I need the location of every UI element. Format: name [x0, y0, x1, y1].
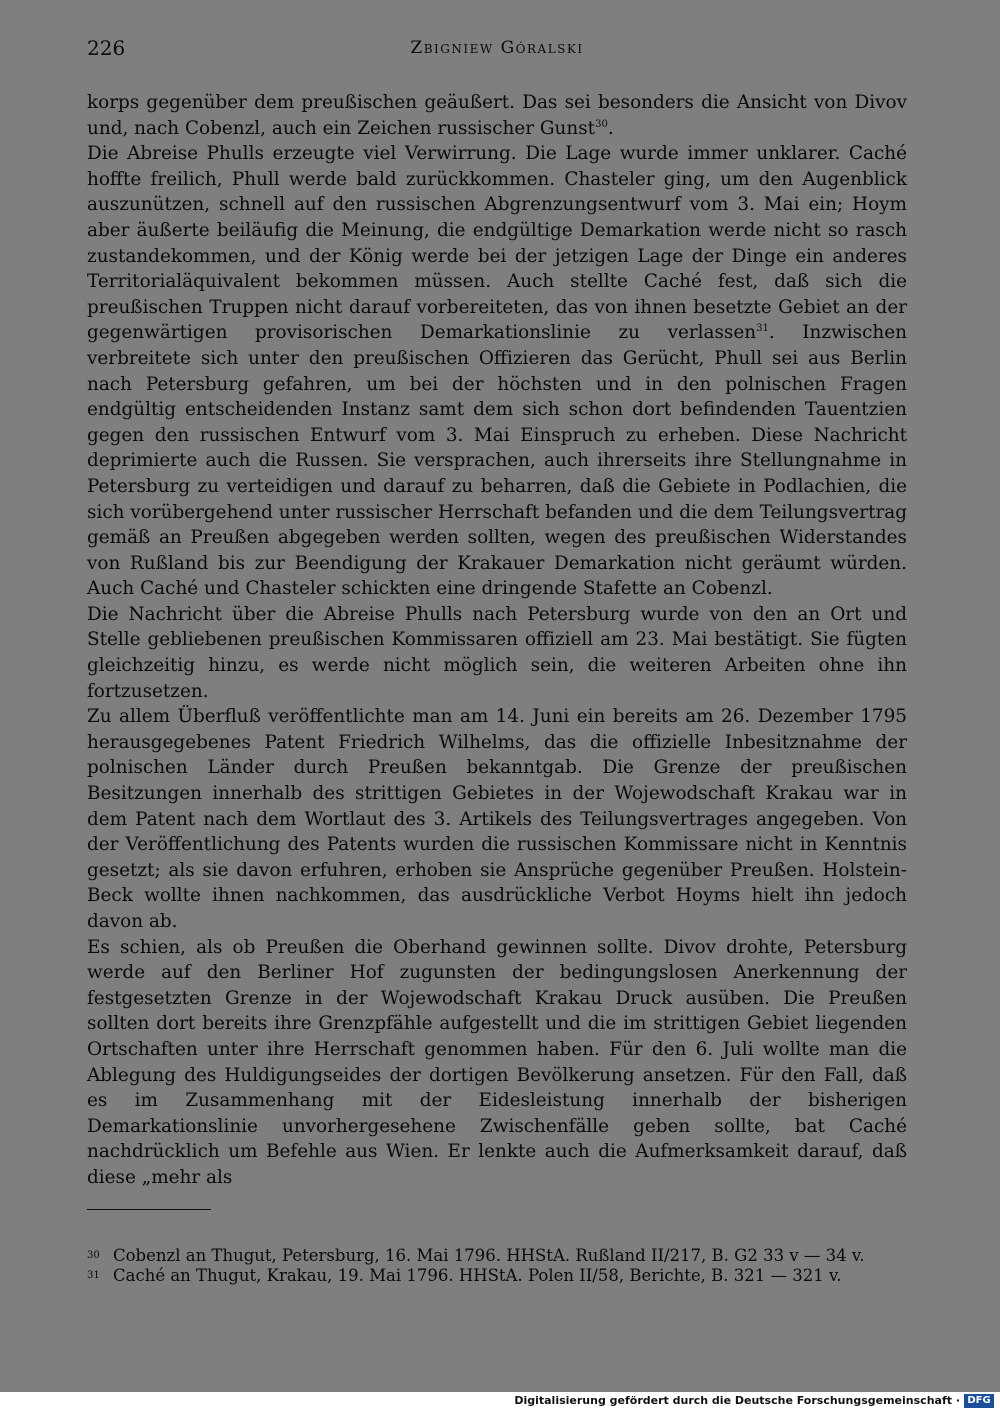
footnote-text: Cobenzl an Thugut, Petersburg, 16. Mai 1796. HHStA. Rußland II/217, B. G2 33 v — 34 v. [113, 1246, 865, 1265]
page-number: 226 [87, 36, 126, 60]
dfg-logo-icon: DFG [964, 1394, 994, 1408]
footnote [87, 1266, 907, 1286]
footnotes [87, 1246, 907, 1286]
body-text [87, 90, 907, 1191]
footnote [87, 1246, 907, 1266]
funding-credit: Digitalisierung gefördert durch die Deutsche Forschungsgemeinschaft · [514, 1394, 960, 1407]
paragraph: Es schien, als ob Preußen die Oberhand gewinnen sollte. Divov drohte, Petersburg werde auf den Berliner Hof zugunsten der bedingungslosen Anerkennung der festgesetzten Grenze in der Wojewodschaft Krakau Druck ausüben. Die Preußen sollten dort bereits ihre Grenzpfähle aufgestellt und die im strittigen Gebiet liegenden Ortschaften unter ihre Herrschaft genommen haben. Für den 6. Juli wollte man die Ablegung des Huldigungseides der dortigen Bevölkerung ansetzen. Für den Fall, daß es im Zusammenhang mit der Eidesleistung innerhalb der bisherigen Demarkationslinie unvorhergesehene Zwischenfälle geben sollte, bat Caché nachdrücklich um Befehle aus Wien. Er lenkte auch die Aufmerksamkeit darauf, daß diese „mehr als [87, 936, 907, 1188]
running-head: Zbigniew Góralski [410, 38, 584, 58]
footnote-divider [87, 1209, 211, 1210]
footnote-ref[interactable]: 30 [595, 118, 608, 130]
paragraph: Die Nachricht über die Abreise Phulls nach Petersburg wurde von den an Ort und Stelle gebliebenen preußischen Kommissaren offiziell am 23. Mai bestätigt. Sie fügten gleichzeitig hinzu, es werde nicht möglich sein, die weiteren Arbeiten ohne ihn fortzusetzen. [87, 603, 907, 702]
page-header [87, 36, 907, 66]
footnote-number: 31 [87, 1270, 100, 1281]
paragraph: korps gegenüber dem preußischen geäußert. Das sei besonders die Ansicht von Divov und, nach Cobenzl, auch ein Zeichen russischer Gunst$^{30}$. [87, 92, 907, 139]
footnote-number: 30 [87, 1250, 100, 1261]
digitization-footer [0, 1392, 1000, 1411]
paragraph: Zu allem Überfluß veröffentlichte man am 14. Juni ein bereits am 26. Dezember 1795 herausgegebenes Patent Friedrich Wilhelms, das die offizielle Inbesitznahme der polnischen Länder durch Preußen bekanntgab. Die Grenze der preußischen Besitzungen innerhalb des strittigen Gebietes in der Wojewodschaft Krakau war in dem Patent nach dem Wortlaut des 3. Artikels des Teilungsvertrages angegeben. Von der Veröffentlichung des Patents wurden die russischen Kommissare nicht in Kenntnis gesetzt; als sie davon erfuhren, erhoben sie Ansprüche gegenüber Preußen. Holstein-Beck wollte ihnen nachkommen, das ausdrückliche Verbot Hoyms hielt ihn jedoch davon ab. [87, 706, 907, 932]
footnote-ref[interactable]: 31 [756, 323, 769, 335]
paragraph: Die Abreise Phulls erzeugte viel Verwirrung. Die Lage wurde immer unklarer. Caché hoffte freilich, Phull werde bald zurückkommen. Chasteler ging, um den Augenblick auszunützen, schnell auf den russischen Abgrenzungsentwurf vom 3. Mai ein; Hoym aber äußerte beiläufig die Meinung, die endgültige Demarkation werde nicht so rasch zustandekommen, und der König werde bei der jetzigen Lage der Dinge ein anderes Territorialäquivalent bekommen müssen. Auch stellte Caché fest, daß sich die preußischen Truppen nicht darauf vorbereiteten, das von ihnen besetzte Gebiet an der gegenwärtigen provisorischen Demarkationslinie zu verlassen$^{31}$. Inzwischen verbreitete sich unter den preußischen Offizieren das Gerücht, Phull sei aus Berlin nach Petersburg gefahren, um bei der höchsten und in den polnischen Fragen endgültig entscheidenden Instanz samt dem sich schon dort befindenden Tauentzien gegen den russischen Entwurf vom 3. Mai Einspruch zu erheben. Diese Nachricht deprimierte auch die Russen. Sie versprachen, auch ihrerseits ihre Stellungnahme in Petersburg zu verteidigen und darauf zu beharren, daß die Gebiete in Podlachien, die sich vorübergehend unter russischer Herrschaft befanden und die dem Teilungsvertrag gemäß an Preußen abgegeben werden sollten, wegen des preußischen Widerstandes von Rußland bis zur Beendigung der Krakauer Demarkation nicht geräumt würden. Auch Caché und Chasteler schickten eine dringende Stafette an Cobenzl. [87, 143, 907, 600]
footnote-text: Caché an Thugut, Krakau, 19. Mai 1796. HHStA. Polen II/58, Berichte, B. 321 — 321 v. [113, 1266, 842, 1285]
